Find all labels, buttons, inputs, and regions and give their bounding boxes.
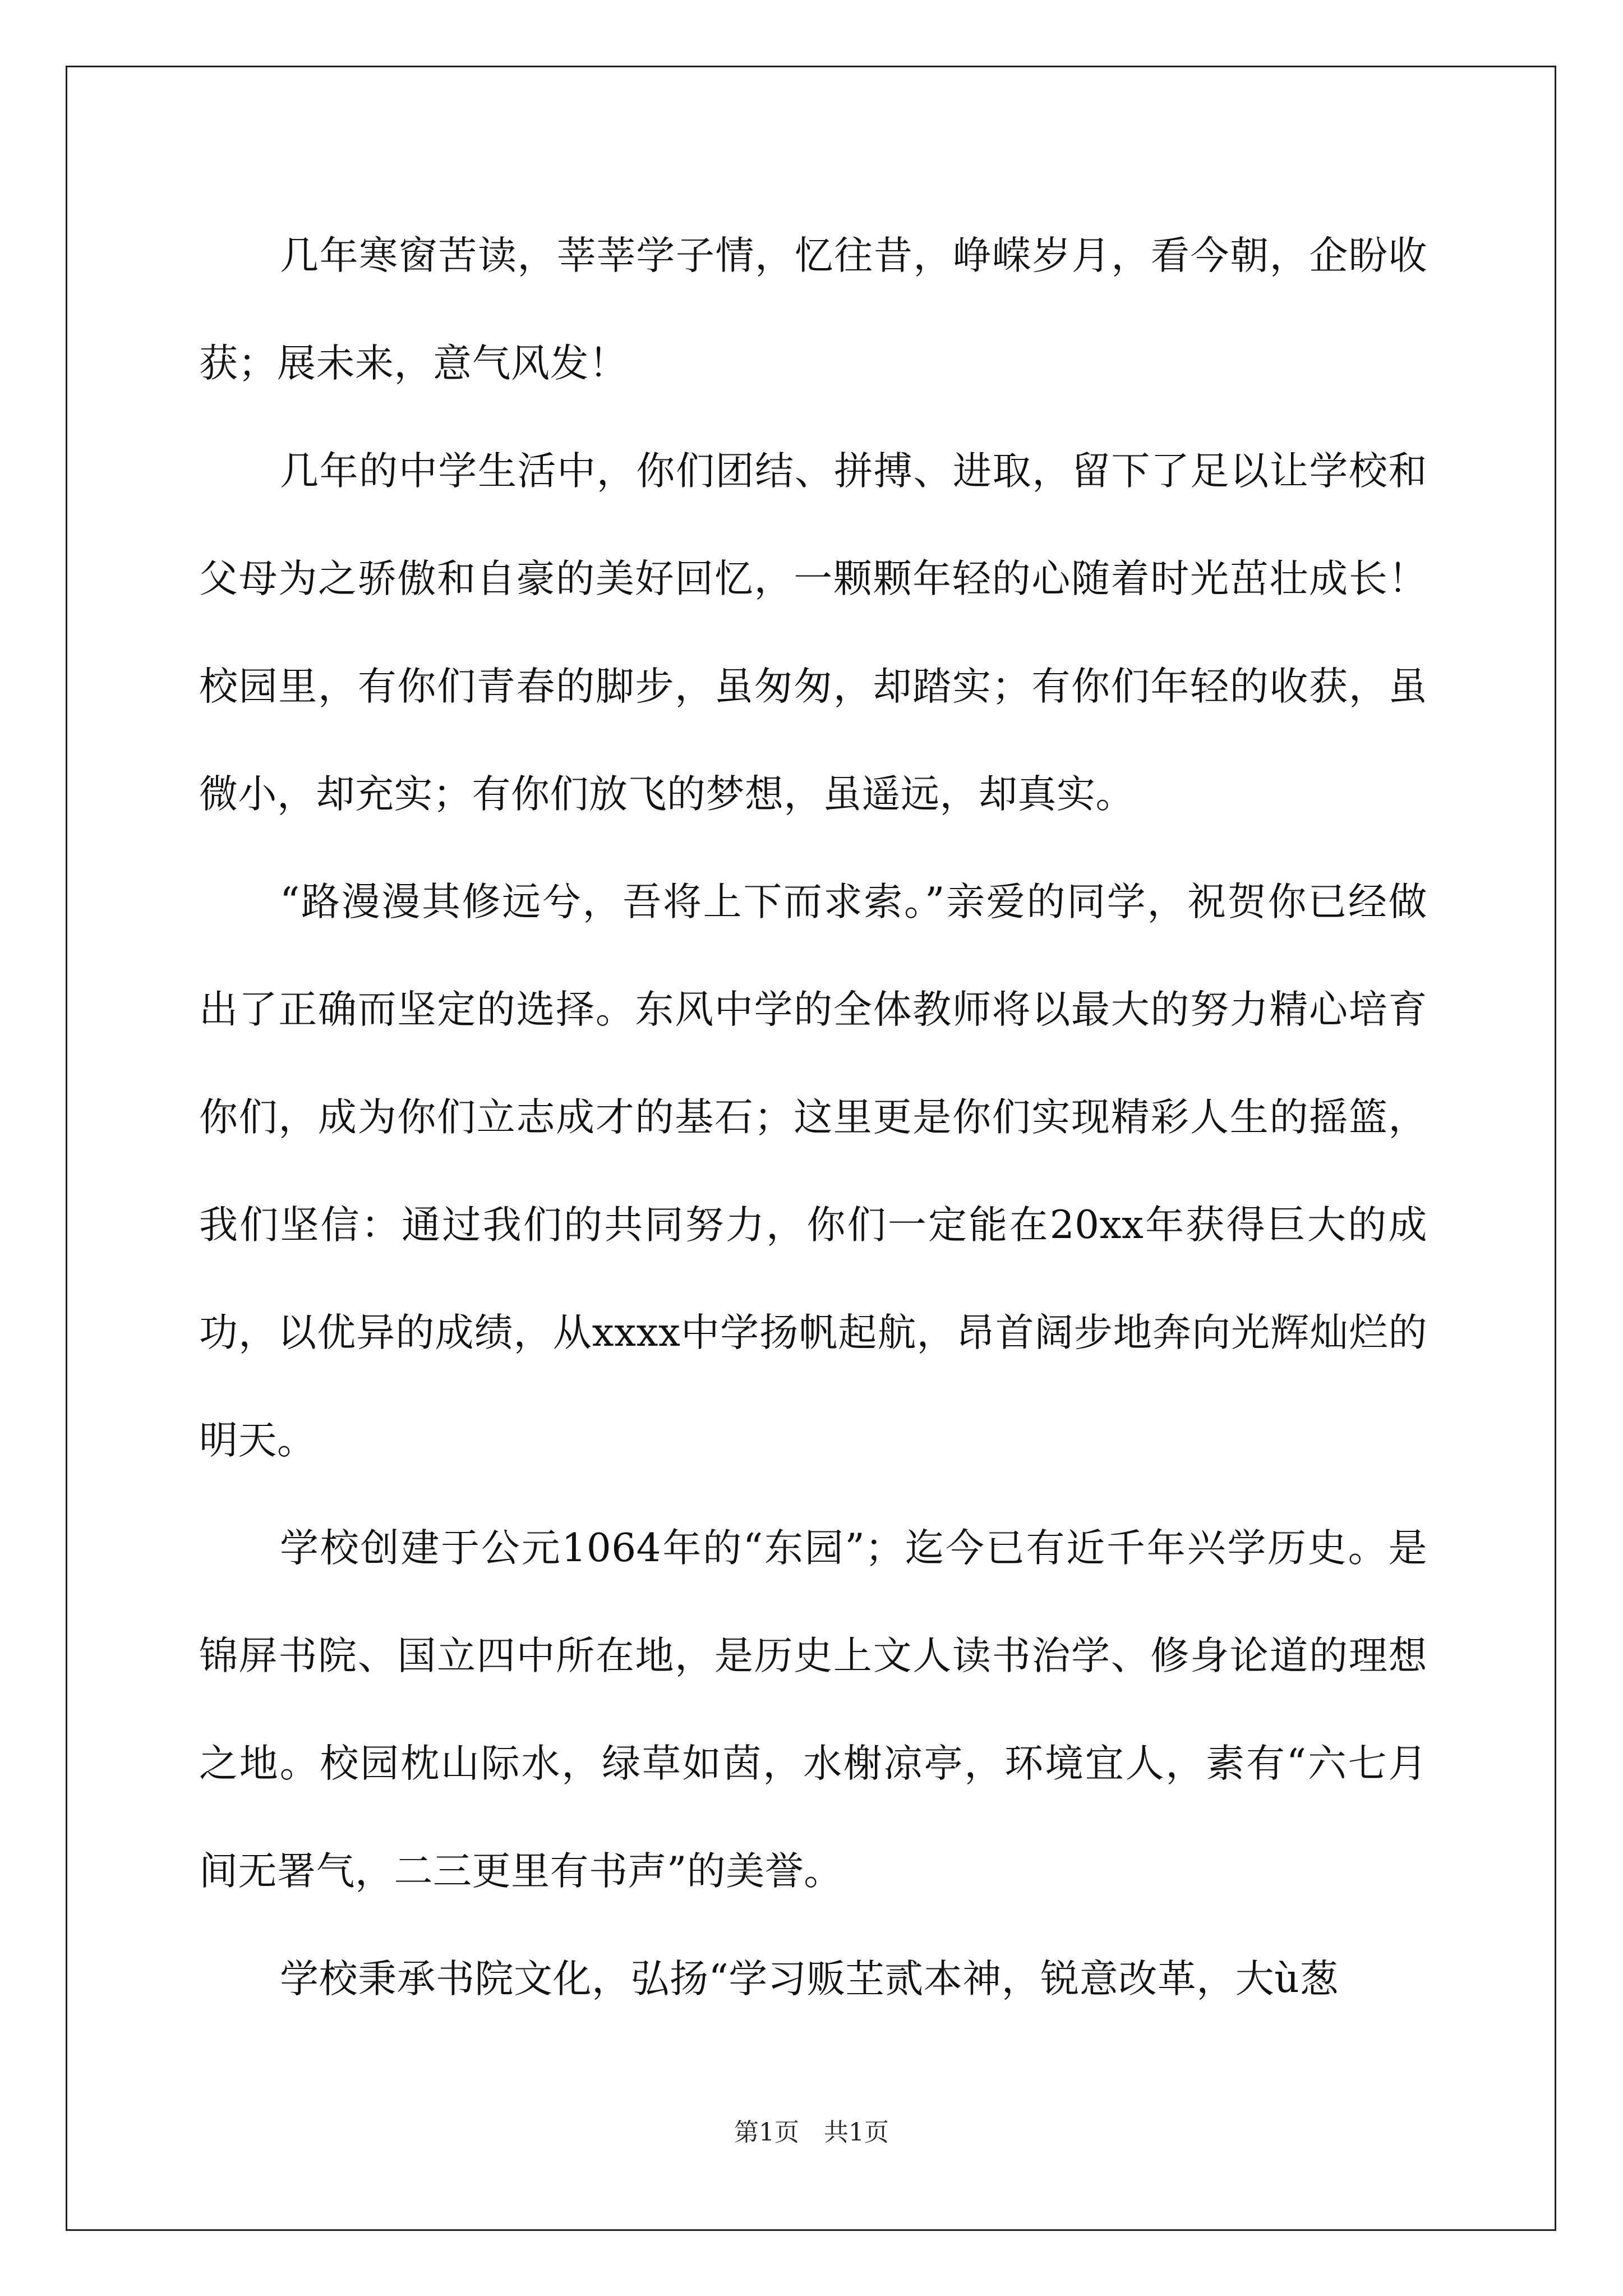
paragraph-5: 学校秉承书院文化，弘扬“学习贩芏贰本神，锐意改革，大ù葱 [280,1957,1339,2001]
paragraph-2: 几年的中学生活中，你们团结、拼搏、进取，留下了足以让学校和父母为之骄傲和自豪的美好回忆，一颗颗年轻的心随着时光茁壮成长！校园里，有你们青春的脚步，虽匆匆，却踏实；有你们年轻的收获，虽微小，却充实；有你们放飞的梦想，虽遥远，却真实。 [199,449,1427,817]
paragraph-4: 学校创建于公元1064年的“东园”；迄今已有近千年兴学历史。是锦屏书院、国立四中所在地，是历史上文人读书治学、修身论道的理想之地。校园枕山际水，绿草如茵，水榭凉亭，环境宜人，素有“六七月间无署气，二三更里有书声”的美誉。 [199,1526,1427,1894]
paragraph-1: 几年寒窗苦读，莘莘学子情，忆往昔，峥嵘岁月，看今朝，企盼收获；展未来，意气风发！ [199,233,1427,386]
paragraph-3: “路漫漫其修远兮，吾将上下而求索。”亲爱的同学，祝贺你已经做出了正确而坚定的选择。东风中学的全体教师将以最大的努力精心培育你们，成为你们立志成才的基石；这里更是你们实现精彩人生的摇篮，我们坚信：通过我们的共同努力，你们一定能在20xx年获得巨大的成功，以优异的成绩，从xxxx中学扬帆起航，昂首阔步地奔向光辉灿烂的明天。 [199,880,1427,1463]
page-footer: 第1页 共1页 [734,2118,889,2147]
document-body [199,202,1427,2033]
